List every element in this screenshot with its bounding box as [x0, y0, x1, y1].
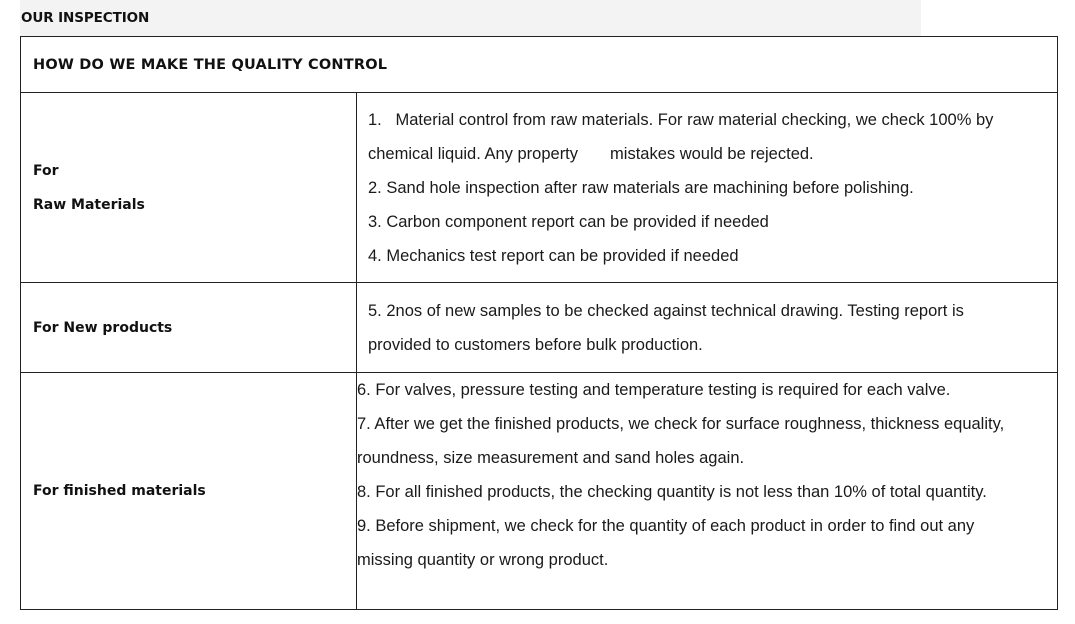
content-line: 1. Material control from raw materials. For raw material checking, we check 100% by	[368, 110, 994, 129]
table-header: HOW DO WE MAKE THE QUALITY CONTROL	[21, 37, 1058, 93]
content-line: 3. Carbon component report can be provided if needed	[368, 212, 769, 231]
table-row-finished-materials	[21, 373, 1058, 610]
content-line: roundness, size measurement and sand holes again.	[357, 449, 745, 467]
content-line: 6. For valves, pressure testing and temperature testing is required for each valve.	[357, 381, 951, 399]
row-content-raw-materials	[357, 93, 1058, 283]
row-content-finished-materials	[357, 373, 1058, 610]
row-label-finished-materials: For finished materials	[21, 373, 357, 610]
section-header-bar	[20, 0, 921, 36]
quality-control-table	[20, 36, 1058, 610]
content-fragment: chemical liquid. Any property	[368, 144, 579, 163]
content-line-composite	[368, 137, 1057, 171]
table-row-new-products	[21, 283, 1058, 373]
content-line: 7. After we get the finished products, we check for surface roughness, thickness equality,	[357, 415, 1005, 433]
content-line: 8. For all finished products, the checking quantity is not less than 10% of total quantity.	[357, 483, 987, 501]
content-line: provided to customers before bulk production.	[368, 335, 703, 354]
row-label-raw-materials	[21, 93, 357, 283]
content-line: 2. Sand hole inspection after raw materials are machining before polishing.	[368, 178, 914, 197]
content-fragment: mistakes would be rejected.	[610, 144, 814, 163]
content-line: 4. Mechanics test report can be provided if needed	[368, 246, 739, 265]
content-line: 5. 2nos of new samples to be checked against technical drawing. Testing report is	[368, 301, 964, 320]
content-line: missing quantity or wrong product.	[357, 551, 609, 569]
row-label-line: For	[33, 162, 59, 179]
content-line: 9. Before shipment, we check for the quantity of each product in order to find out any	[357, 517, 975, 535]
table-header-row	[21, 37, 1058, 93]
section-title: OUR INSPECTION	[21, 10, 150, 26]
row-label-line: Raw Materials	[33, 196, 145, 213]
table-row-raw-materials	[21, 93, 1058, 283]
row-label-new-products: For New products	[21, 283, 357, 373]
row-content-new-products	[357, 283, 1058, 373]
